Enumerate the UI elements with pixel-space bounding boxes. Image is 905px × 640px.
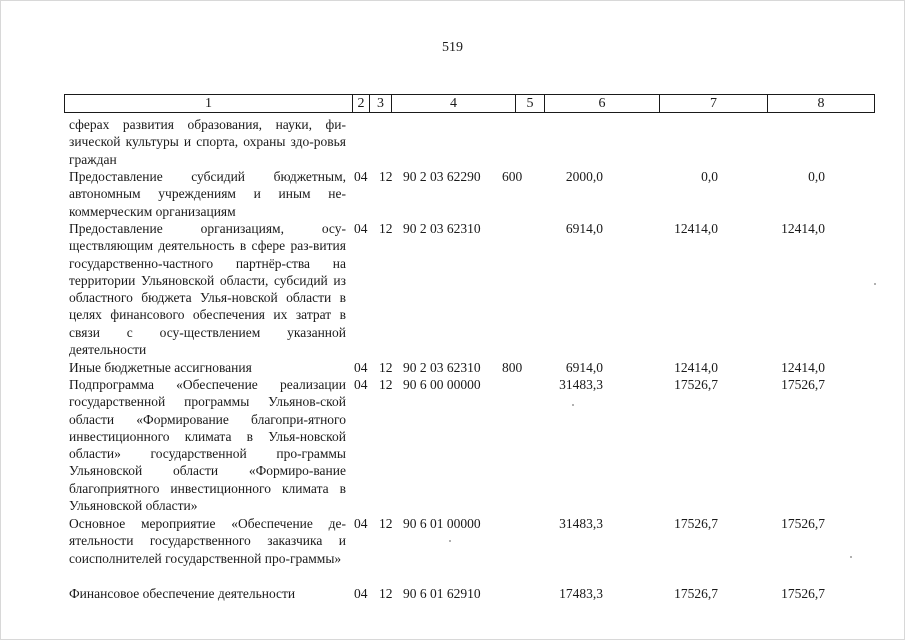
- table-row: [0, 116, 905, 168]
- row-subsection: 12: [379, 377, 393, 392]
- table-row: [0, 168, 905, 220]
- budget-table-body: [0, 116, 905, 602]
- page-number: 519: [442, 40, 463, 55]
- column-header-table: [64, 94, 875, 113]
- row-subsection: 12: [379, 169, 393, 184]
- scan-speck: [850, 556, 852, 558]
- row-value-6: 31483,3: [559, 516, 603, 531]
- row-name: Предоставление организациям, осу-ществляющим деятельность в сфере раз-вития государственно-частного партнёр-ства на территории Ульяновской области, субсидий из областного бюджета Улья-новской области в целях финансового обеспечения их затрат в связи с осу-ществлением указанной деятельности: [69, 221, 346, 358]
- row-value-7: 17526,7: [674, 516, 718, 531]
- row-value-7: 12414,0: [674, 360, 718, 375]
- row-name: сферах развития образования, науки, фи-зической культуры и спорта, охраны здо-ровья граждан: [69, 117, 346, 167]
- row-target-code: 90 6 00 00000: [403, 377, 481, 392]
- row-value-8: 12414,0: [781, 360, 825, 375]
- row-value-7: 17526,7: [674, 586, 718, 601]
- row-value-7: 12414,0: [674, 221, 718, 236]
- row-value-8: 17526,7: [781, 586, 825, 601]
- row-target-code: 90 2 03 62290: [403, 169, 481, 184]
- row-subsection: 12: [379, 360, 393, 375]
- row-target-code: 90 2 03 62310: [403, 221, 481, 236]
- row-value-6: 6914,0: [565, 360, 603, 375]
- row-target-code: 90 6 01 62910: [403, 586, 481, 601]
- row-value-8: 17526,7: [781, 516, 825, 531]
- column-header-5: 5: [516, 95, 545, 113]
- row-value-6: 6914,0: [565, 221, 603, 236]
- row-target-code: 90 2 03 62310: [403, 360, 481, 375]
- row-section: 04: [354, 169, 368, 184]
- row-value-7: 17526,7: [674, 377, 718, 392]
- row-section: 04: [354, 221, 368, 236]
- column-header-8: 8: [768, 95, 875, 113]
- column-header-3: 3: [370, 95, 392, 113]
- row-value-6: 31483,3: [559, 377, 603, 392]
- column-header-7: 7: [660, 95, 768, 113]
- table-row: [0, 515, 905, 585]
- row-value-8: 12414,0: [781, 221, 825, 236]
- table-row: [0, 376, 905, 515]
- column-header-1: 1: [65, 95, 353, 113]
- row-value-8: 0,0: [808, 169, 825, 184]
- row-value-8: 17526,7: [781, 377, 825, 392]
- row-subsection: 12: [379, 586, 393, 601]
- scan-speck: [874, 283, 876, 285]
- row-expense-type: 800: [502, 360, 523, 375]
- row-name: Финансовое обеспечение деятельности: [69, 586, 296, 601]
- row-value-6: 2000,0: [565, 169, 603, 184]
- row-name: Основное мероприятие «Обеспечение де-ятельности государственного заказчика и соисполнителей государственной про-граммы»: [69, 516, 346, 566]
- row-target-code: 90 6 01 00000: [403, 516, 481, 531]
- row-name: Иные бюджетные ассигнования: [69, 360, 252, 375]
- row-subsection: 12: [379, 516, 393, 531]
- table-row: [0, 220, 905, 359]
- row-name: Предоставление субсидий бюджетным, автономным учреждениям и иным не-коммерческим организациям: [69, 169, 346, 219]
- row-section: 04: [354, 516, 368, 531]
- column-header-4: 4: [392, 95, 516, 113]
- row-section: 04: [354, 360, 368, 375]
- column-header-6: 6: [545, 95, 660, 113]
- row-section: 04: [354, 586, 368, 601]
- column-header-row: [65, 95, 875, 113]
- row-value-7: 0,0: [701, 169, 718, 184]
- row-section: 04: [354, 377, 368, 392]
- row-name: Подпрограмма «Обеспечение реализации государственной программы Ульянов-ской области «Формирование благопри-ятного инвестиционного климата в Улья-новской области» государственной про-граммы Ульяновской области «Формиро-вание благоприятного инвестиционного климата в Ульяновской области»: [69, 377, 346, 514]
- column-header-2: 2: [353, 95, 370, 113]
- row-subsection: 12: [379, 221, 393, 236]
- scan-speck: [449, 540, 451, 542]
- scan-speck: [572, 404, 574, 406]
- table-row: [0, 585, 905, 602]
- row-expense-type: 600: [502, 169, 523, 184]
- table-row: [0, 359, 905, 376]
- row-value-6: 17483,3: [559, 586, 603, 601]
